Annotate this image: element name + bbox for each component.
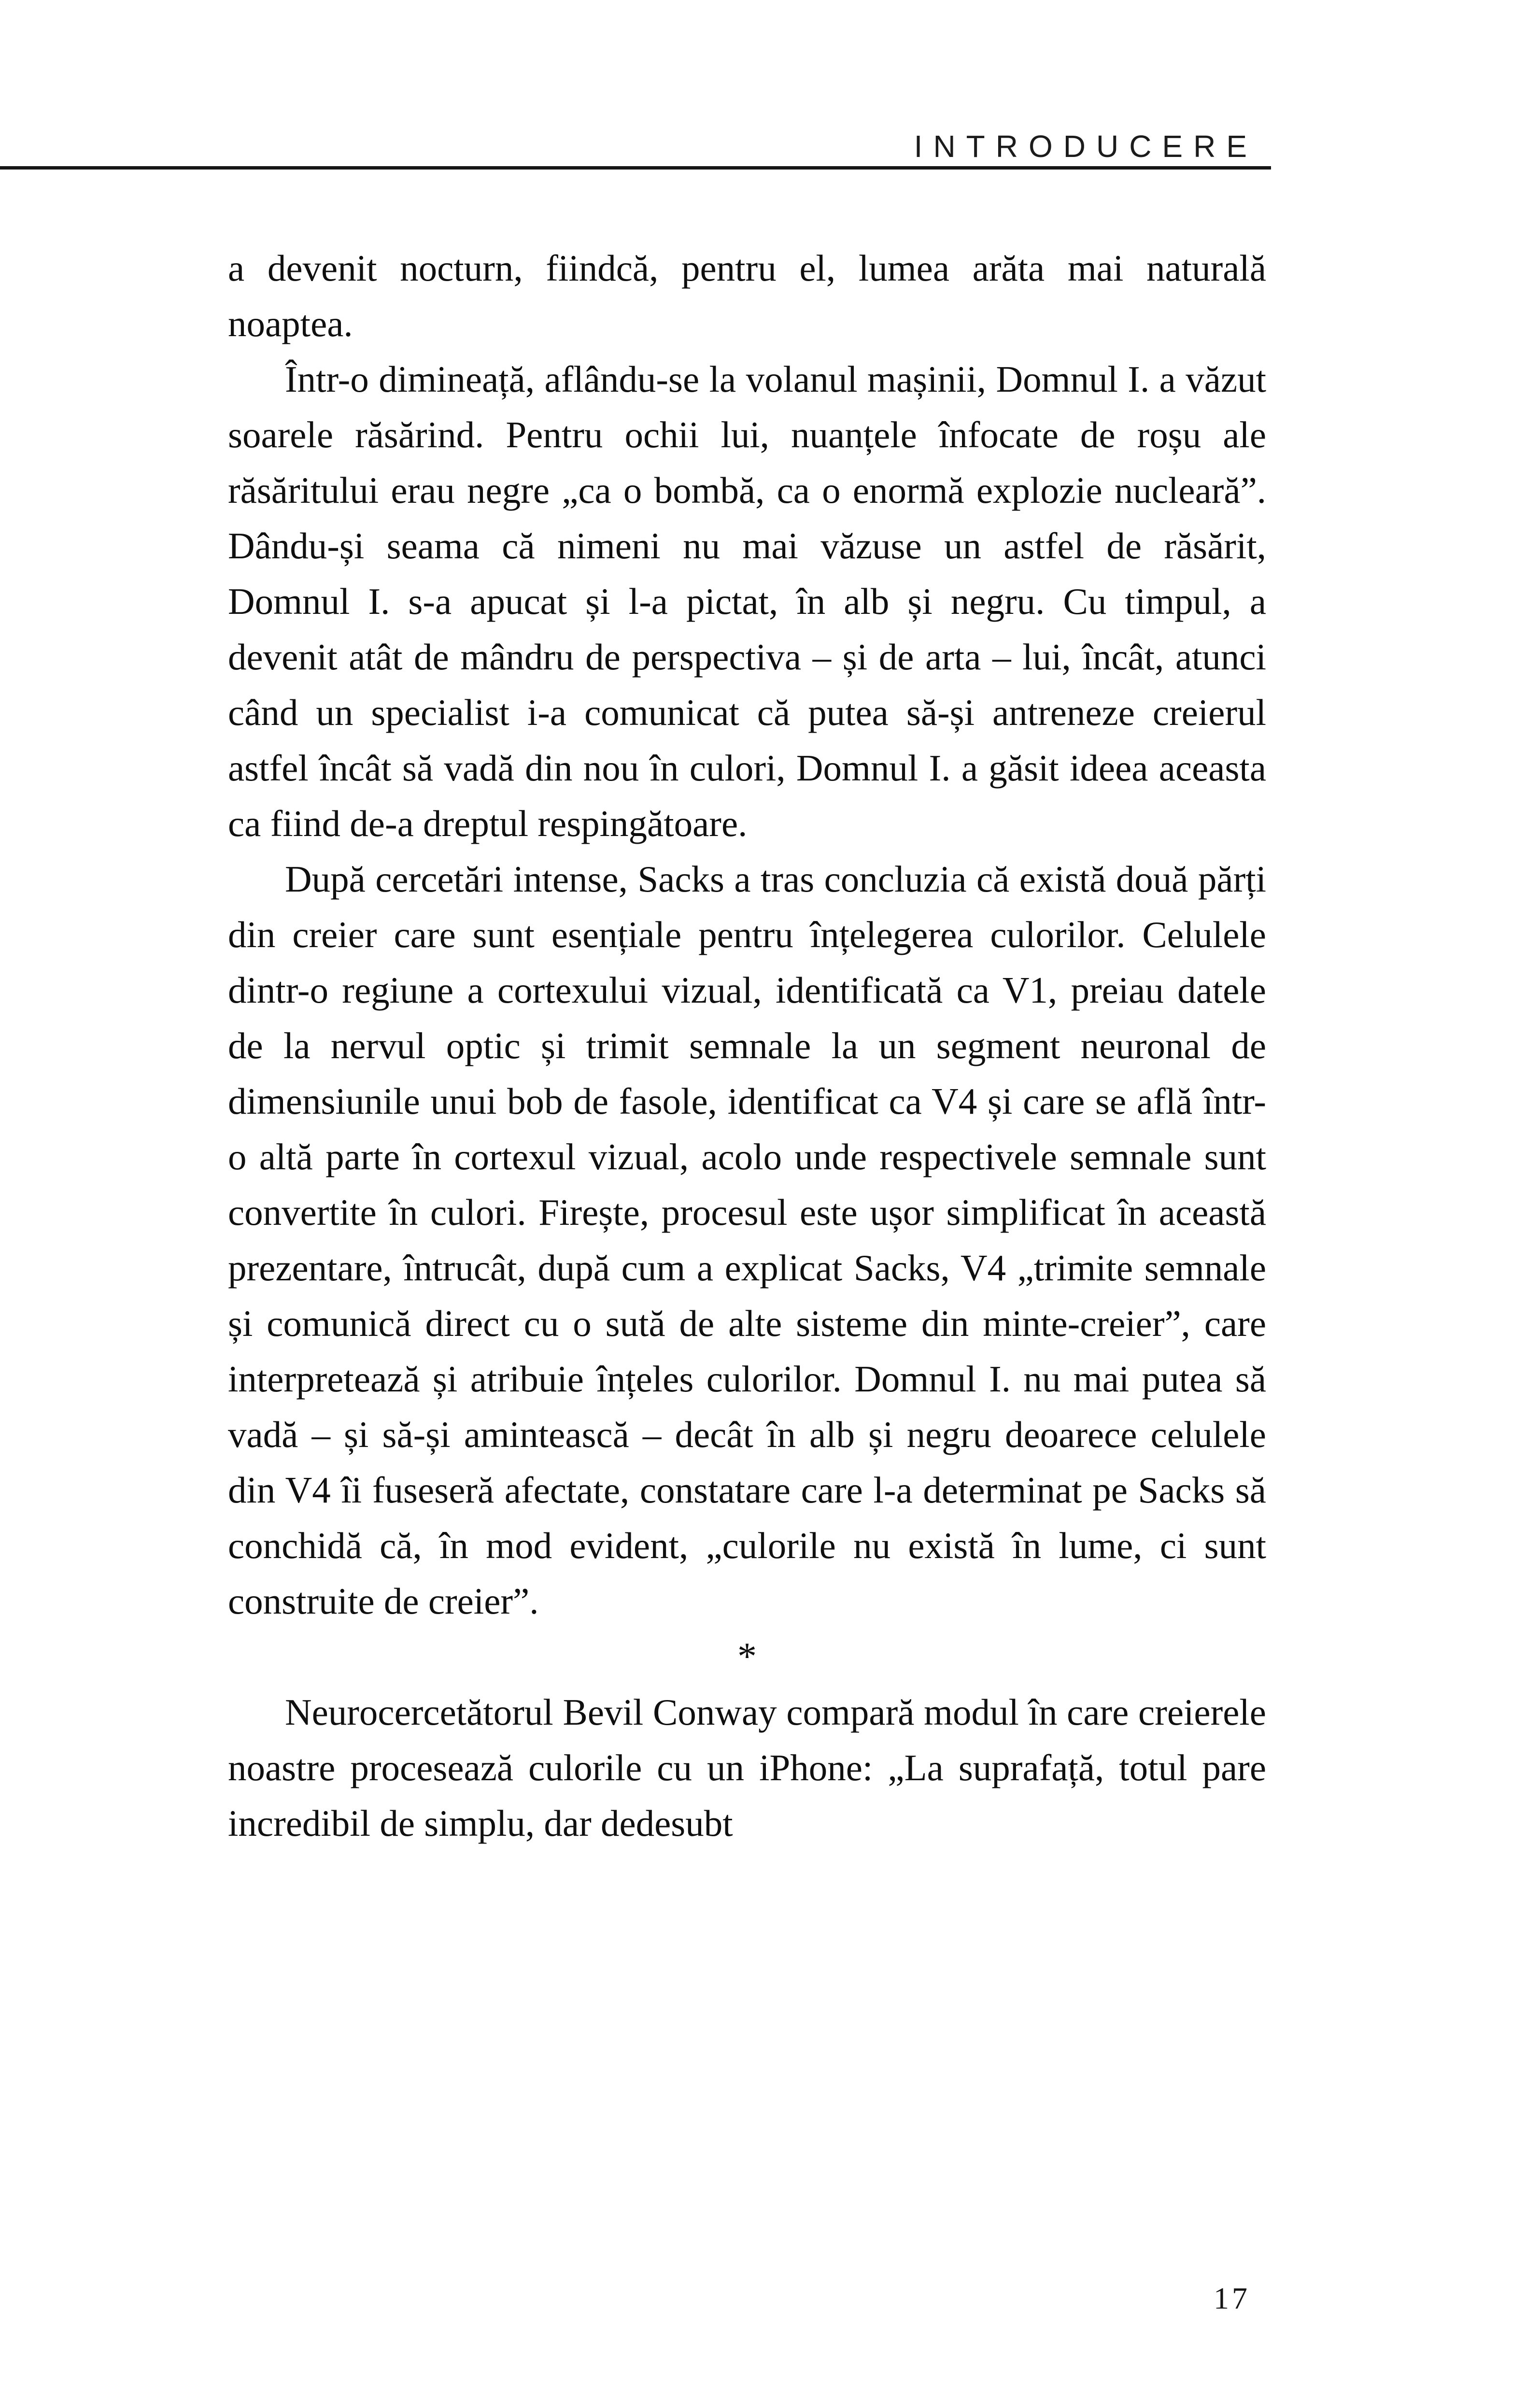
section-separator-asterisk: * [737,1635,757,1678]
paragraph: Neurocercetătorul Bevil Conway compară modul în care creierele noastre procesează culorile cu un iPhone: „La suprafață, totul pare incredibil de simplu, dar dedesubt [228,1691,1266,1844]
header-rule [0,166,1271,170]
paragraph-continuation: a devenit nocturn, fiindcă, pentru el, lumea arăta mai naturală noaptea. [228,247,1266,344]
chapter-running-header: INTRODUCERE [914,129,1257,164]
page-number: 17 [1214,2281,1250,2315]
paragraph: După cercetări intense, Sacks a tras concluzia că există două părți din creier care sunt esențiale pentru înțelegerea culorilor. Celulele dintr-o regiune a cortexului vizual, identificată ca V1, preiau datele de la nervul optic și trimit semnale la un segment neuronal de dimensiunile unui bob de fasole, identificat ca V4 și care se află într-o altă parte în cortexul vizual, acolo unde respectivele semnale sunt convertite în culori. Firește, procesul este ușor simplificat în această prezentare, întrucât, după cum a explicat Sacks, V4 „trimite semnale și comunică direct cu o sută de alte sisteme din minte-creier”, care interpretează și atribuie înțeles culorilor. Domnul I. nu mai putea să vadă – și să-și amintească – decât în alb și negru deoarece celulele din V4 îi fuseseră afectate, constatare care l-a determinat pe Sacks să conchidă că, în mod evident, „culorile nu există în lume, ci sunt construite de creier”. [228,858,1266,1622]
paragraph: Într-o dimineață, aflându-se la volanul mașinii, Domnul I. a văzut soarele răsărind. Pentru ochii lui, nuanțele înfocate de roșu ale răsăritului erau negre „ca o bombă, ca o enormă explozie nucleară”. Dându-și seama că nimeni nu mai văzuse un astfel de răsărit, Domnul I. s-a apucat și l-a pictat, în alb și negru. Cu timpul, a devenit atât de mândru de perspectiva – și de arta – lui, încât, atunci când un specialist i-a comunicat că putea să-și antreneze creierul astfel încât să vadă din nou în culori, Domnul I. a găsit ideea aceasta ca fiind de-a dreptul respingătoare. [228,358,1266,844]
page-body [228,241,1266,1851]
